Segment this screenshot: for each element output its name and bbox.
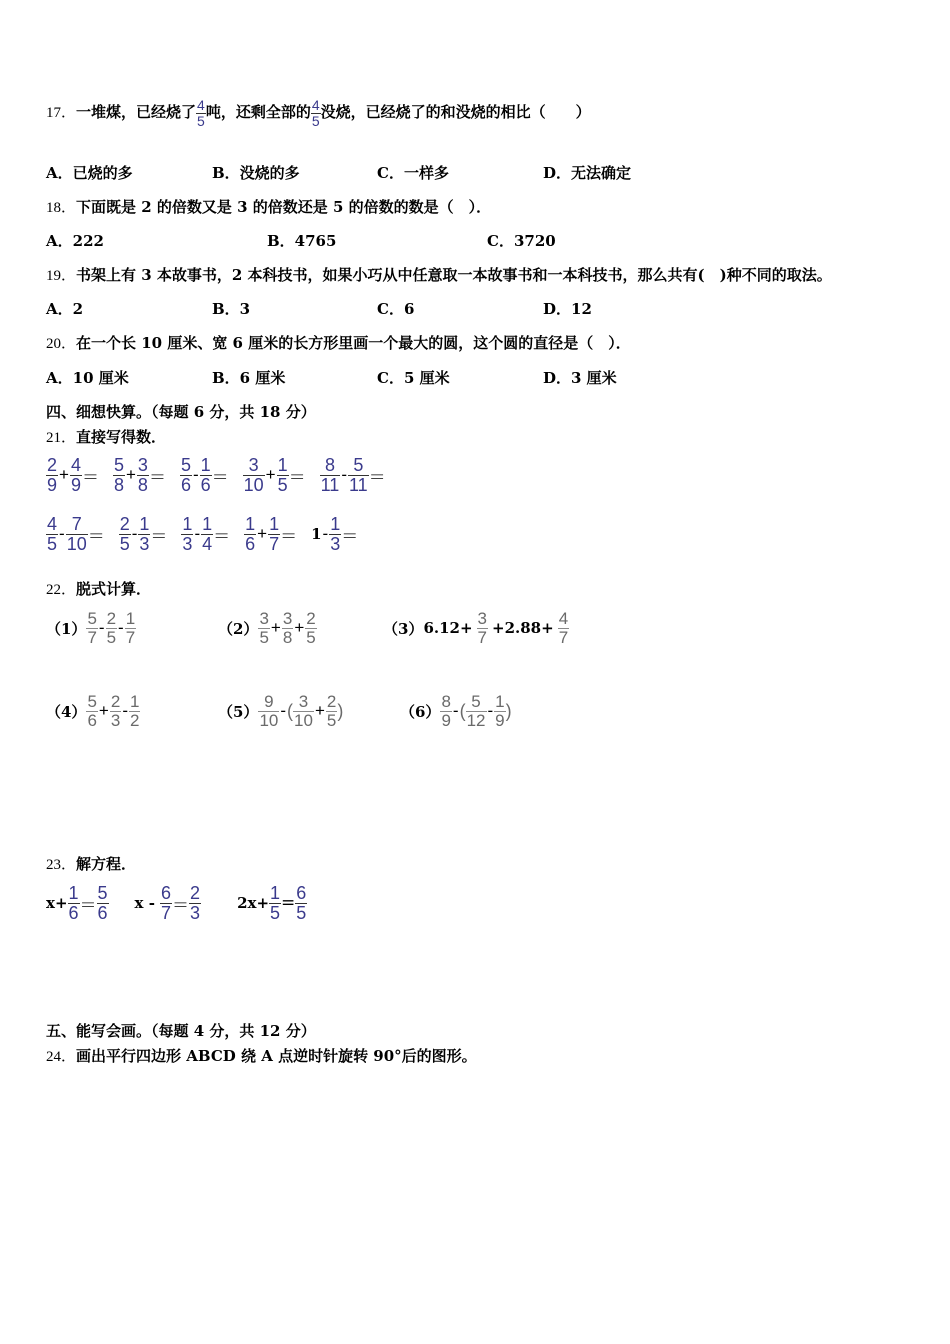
fraction: 4 5 (47, 514, 58, 554)
question-number: 24． (46, 1049, 77, 1065)
question-22 (46, 578, 151, 599)
question-24 (46, 1045, 477, 1066)
option-a[interactable]: A．已烧的多 (46, 164, 133, 182)
fraction: $\frac{4}{5}$ (311, 97, 320, 129)
fraction: 1 3 (330, 514, 341, 554)
question-number: 20． (46, 336, 77, 352)
fraction: 1 6 (245, 514, 256, 554)
calc-problem-6: （6） 8 9 - ( 5 12 - 1 9 ) (400, 692, 512, 730)
calc-item: 3 10 + $\frac{1}{5}$ ＝ (243, 455, 306, 495)
calc-item: 2 5 - 1 3 ＝ (119, 514, 168, 554)
question-text: 吨，还剩全部的 (205, 103, 311, 122)
section-heading: 五、能写会画。（每题 4 分，共 12 分） (46, 1022, 316, 1040)
section-heading: 四、细想快算。（每题 6 分，共 18 分） (46, 403, 316, 421)
fraction: $\frac{1}{5}$ (277, 455, 288, 495)
fraction: 2 5 (119, 514, 130, 554)
question-number: 23． (46, 857, 77, 873)
option-d[interactable]: D．12 (543, 300, 592, 318)
question-text: 在一个长 10 厘米、宽 6 厘米的长方形里画一个最大的圆，这个圆的直径是（ ）． (76, 334, 631, 352)
fraction: 1 3 (139, 514, 150, 554)
question-23 (46, 853, 136, 874)
question-number: 21． (46, 430, 77, 446)
option-d[interactable]: D．无法确定 (543, 164, 632, 182)
calc-problem-2: （2） 3 5 + $\frac{3}{8}$ + $\frac{2}{5}$ (218, 609, 316, 647)
question-number: 22． (46, 582, 77, 598)
calc-item: 5 6 - 1 6 ＝ (180, 455, 229, 495)
fraction: 5 6 (180, 455, 191, 495)
option-d[interactable]: D．3 厘米 (543, 369, 617, 387)
option-a[interactable]: A．2 (46, 300, 84, 318)
calc-item: 4 5 - 7 10 ＝ (47, 514, 105, 554)
fraction: $\frac{4}{5}$ (197, 97, 205, 129)
option-c[interactable]: C．6 (377, 300, 415, 318)
option-b[interactable]: B．没烧的多 (212, 164, 300, 182)
fraction: 8 11 (320, 455, 340, 495)
option-c[interactable]: C．3720 (487, 232, 556, 250)
calc-item: 1 6 + $\frac{1}{7}$ ＝ (245, 514, 298, 554)
option-a[interactable]: A．222 (46, 232, 104, 250)
question-text: 解方程． (76, 855, 137, 873)
question-text: 没烧，已经烧了的和没烧的相比（ ） (320, 103, 591, 122)
fraction: $\frac{3}{8}$ (137, 455, 148, 495)
fraction: $\frac{1}{7}$ (269, 514, 280, 554)
question-text: 下面既是 2 的倍数又是 3 的倍数还是 5 的倍数的数是（ ）． (76, 198, 492, 216)
question-18 (46, 196, 491, 217)
option-c[interactable]: C．5 厘米 (377, 369, 450, 387)
question-20 (46, 332, 631, 353)
question-19 (46, 264, 832, 285)
option-b[interactable]: B．3 (212, 300, 251, 318)
option-a[interactable]: A．10 厘米 (46, 369, 129, 387)
calc-problem-3: （3） 6.12+ $\frac{3}{7}$ +2.88+ $\frac{4}{7}$ (383, 609, 569, 647)
question-text: 脱式计算． (76, 580, 152, 598)
calc-item: 1 3 - 1 4 ＝ (182, 514, 231, 554)
equations-row (46, 884, 307, 923)
question-text: 一堆煤，已经烧了 (76, 103, 197, 122)
question-number: 19． (46, 268, 77, 284)
fraction: 2 9 (47, 455, 58, 495)
question-text: 直接写得数． (76, 428, 167, 446)
calc-item: 5 8 + $\frac{3}{8}$ ＝ (113, 455, 166, 495)
calc-item: 8 11 - 5 11 ＝ (320, 455, 386, 495)
calc-item: 1 - 1 3 ＝ (311, 514, 359, 554)
equation-3: 2x+ $\frac{1}{5}$ = $\frac{6}{5}$ (237, 883, 307, 923)
equation-1: x+ $\frac{1}{6}$ ＝ 5 6 (46, 883, 108, 923)
question-17 (46, 98, 591, 128)
calc-problem-1: （1） 5 7 - 2 5 - 1 7 (46, 609, 136, 647)
question-21 (46, 426, 166, 447)
calc-problem-4: （4） 5 6 + $\frac{2}{3}$ - 1 2 (46, 692, 140, 730)
fraction: 1 6 (200, 455, 211, 495)
fraction: $\frac{4}{9}$ (70, 455, 81, 495)
question-text: 书架上有 3 本故事书，2 本科技书，如果小巧从中任意取一本故事书和一本科技书，那么共有( )种不同的取法。 (76, 266, 832, 284)
fraction: 1 3 (182, 514, 193, 554)
fraction: 1 4 (202, 514, 213, 554)
quick-calc-row-1 (46, 456, 386, 495)
fraction: 5 8 (113, 455, 124, 495)
calc-item: 2 9 + $\frac{4}{9}$ ＝ (47, 455, 99, 495)
quick-calc-row-2 (46, 515, 358, 554)
question-number: 17． (46, 105, 77, 122)
option-b[interactable]: B．4765 (267, 232, 337, 250)
fraction: 7 10 (66, 514, 87, 554)
equation-2: x - 6 7 ＝ 2 3 (134, 883, 201, 923)
option-c[interactable]: C．一样多 (377, 164, 449, 182)
fraction: 3 10 (243, 455, 264, 495)
option-b[interactable]: B．6 厘米 (212, 369, 286, 387)
question-text: 画出平行四边形 ABCD 绕 A 点逆时针旋转 90°后的图形。 (76, 1047, 477, 1065)
fraction: 5 11 (348, 455, 368, 495)
question-number: 18． (46, 200, 77, 216)
calc-problem-5: （5） 9 10 - ( 3 10 + $\frac{2}{5}$ ) (218, 692, 344, 730)
